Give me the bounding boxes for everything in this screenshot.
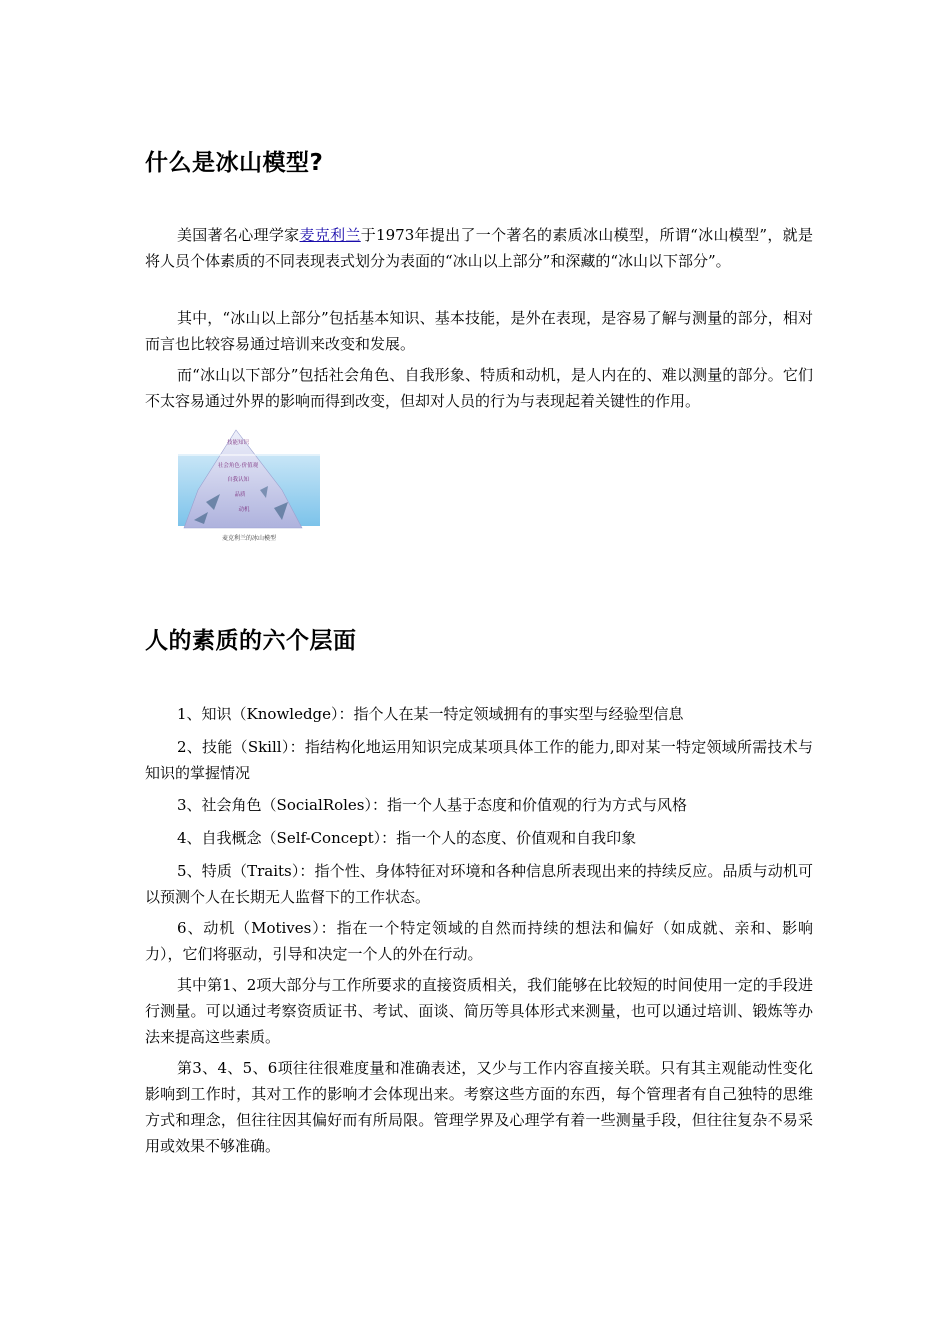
intro-text-pre: 美国著名心理学家 — [177, 226, 300, 244]
mcclelland-link[interactable]: 麦克利兰 — [299, 226, 361, 244]
paragraph-intro — [145, 222, 813, 274]
figure-caption: 麦克利兰的冰山模型 — [221, 535, 276, 542]
paragraph-items-3-6: 第3、4、5、6项往往很难度量和准确表述，又少与工作内容直接关联。只有其主观能动性变化影响到工作时，其对工作的影响才会体现出来。考察这些方面的东西，每个管理者有自己独特的思维方式和理念，但往往因其偏好而有所局限。管理学界及心理学有着一些测量手段，但往往复杂不易采用或效果不够准确。 — [145, 1059, 813, 1155]
list-item-motives: 6、动机（Motives）：指在一个特定领域的自然而持续的想法和偏好（如成就、亲和、影响力），它们将驱动，引导和决定一个人的外在行动。 — [145, 919, 813, 963]
list-item-traits: 5、特质（Traits）：指个性、身体特征对环境和各种信息所表现出来的持续反应。品质与动机可以预测个人在长期无人监督下的工作状态。 — [145, 862, 813, 906]
list-item-social-roles: 3、社会角色（SocialRoles）：指一个人基于态度和价值观的行为方式与风格 — [177, 796, 687, 814]
section-title-iceberg: 什么是冰山模型? — [145, 150, 324, 176]
iceberg-label: 动机 — [238, 507, 250, 513]
iceberg-label: 自我认知 — [226, 477, 250, 483]
paragraph-items-1-2: 其中第1、2项大部分与工作所要求的直接资质相关，我们能够在比较短的时间使用一定的手段进行测量。可以通过考察资质证书、考试、面谈、简历等具体形式来测量，也可以通过培训、锻炼等办法来提高这些素质。 — [145, 976, 813, 1046]
iceberg-label: 社会角色·价值观 — [217, 463, 259, 469]
iceberg-label: 技能知识 — [226, 440, 250, 446]
intro-text-post: 于1973年提出了一个著名的素质冰山模型，所谓“冰山模型”，就是将人员个体素质的不同表现表式划分为表面的“冰山以上部分”和深藏的“冰山以下部分”。 — [145, 226, 813, 270]
paragraph-below-water: 而“冰山以下部分”包括社会角色、自我形象、特质和动机，是人内在的、难以测量的部分。它们不太容易通过外界的影响而得到改变，但却对人员的行为与表现起着关键性的作用。 — [145, 366, 813, 410]
iceberg-model-figure — [176, 424, 322, 546]
iceberg-image — [176, 424, 322, 534]
list-item-self-concept: 4、自我概念（Self-Concept）：指一个人的态度、价值观和自我印象 — [177, 829, 637, 847]
paragraph-above-water: 其中，“冰山以上部分”包括基本知识、基本技能，是外在表现，是容易了解与测量的部分，相对而言也比较容易通过培训来改变和发展。 — [145, 309, 813, 353]
iceberg-label: 品质 — [234, 492, 246, 498]
list-item-skill: 2、技能（Skill）：指结构化地运用知识完成某项具体工作的能力,即对某一特定领域所需技术与知识的掌握情况 — [145, 738, 813, 782]
section-title-six-levels: 人的素质的六个层面 — [145, 628, 357, 654]
list-item-knowledge: 1、知识（Knowledge）：指个人在某一特定领域拥有的事实型与经验型信息 — [177, 705, 684, 723]
